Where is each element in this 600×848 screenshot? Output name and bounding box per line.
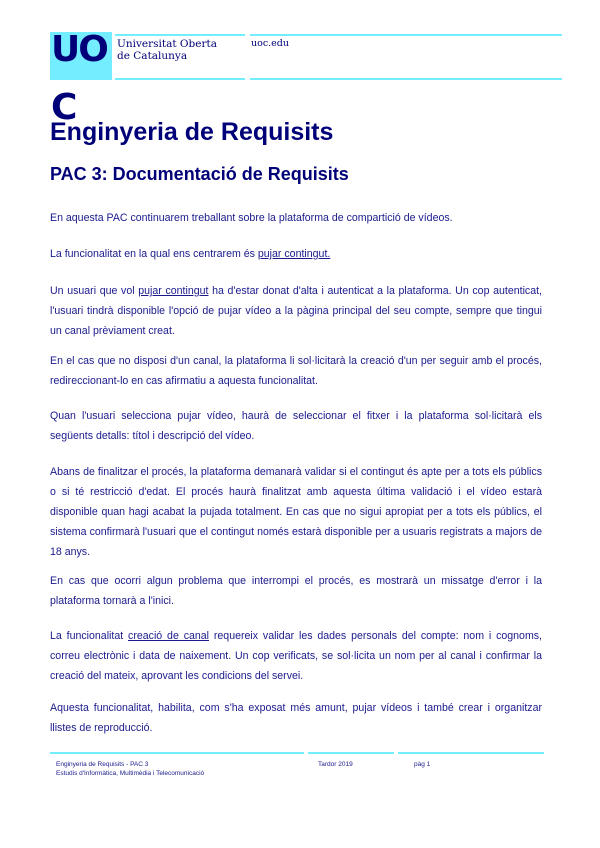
footer-page-number: pàg 1	[414, 761, 431, 768]
university-name	[117, 38, 217, 62]
paragraph-text: Un usuari que vol	[50, 285, 139, 297]
university-url[interactable]: uoc.edu	[251, 38, 289, 49]
paragraph-select-video: Quan l'usuari selecciona pujar vídeo, haurà de seleccionar el fitxer i la plataforma sol·licitarà els següents detalls: títol i descripció del vídeo.	[50, 410, 542, 442]
paragraph-focus	[50, 244, 542, 264]
uoc-logo-mark	[51, 26, 112, 128]
document-subtitle: PAC 3: Documentació de Requisits	[50, 164, 349, 184]
paragraph-validation: Abans de finalitzar el procés, la plataforma demanarà validar si el contingut és apte per a tots els públics o si té restricció d'edat. El procés haurà finalitzat amb aquesta última validació i el vídeo estarà disponible quan hagi acabat la pujada totalment. En cas que no sigui apropiat per a tots els públics, el sistema confirmarà l'usuari que el contingut només estarà disponible per a usuaris registrats a majors de 18 anys.	[50, 466, 542, 558]
paragraph-text: La funcionalitat	[50, 630, 129, 642]
footer-department: Estudis d'Informàtica, Multimèdia i Telecomunicació	[56, 770, 205, 777]
paragraph-no-channel: En el cas que no disposi d'un canal, la plataforma li sol·licitarà la creació d'un per seguir amb el procés, redireccionant-lo en cas afirmatiu a aquesta funcionalitat.	[50, 355, 542, 387]
header-rule-bottom-right	[250, 78, 562, 80]
footer-rule-left	[50, 752, 304, 754]
paragraph-error: En cas que ocorri algun problema que interrompi el procés, es mostrarà un missatge d'error i la plataforma tornarà a l'inici.	[50, 575, 542, 607]
university-name-line2: de Catalunya	[117, 50, 188, 62]
paragraph-user-upload	[50, 281, 542, 341]
university-name-line1: Universitat Oberta	[117, 38, 217, 50]
footer-rule-middle	[308, 752, 394, 754]
header-rule-top-right	[250, 34, 562, 36]
header-rule-top-left	[115, 34, 245, 36]
paragraph-summary: Aquesta funcionalitat, habilita, com s'ha exposat més amunt, pujar vídeos i també crear i organitzar llistes de reproducció.	[50, 702, 542, 734]
document-title: Enginyeria de Requisits	[50, 118, 334, 146]
link-pujar-contingut-inline[interactable]: pujar contingut	[138, 285, 209, 297]
footer-course-info	[56, 760, 204, 778]
paragraph-text: requereix validar les dades personals del compte: nom i cognoms, correu electrònic i data de naixement. Un cop verificats, se sol·licita un nom per al canal i confirmar la creació del mateix, aprovant les condicions del servei.	[50, 630, 543, 682]
footer-course-title: Enginyeria de Requisits - PAC 3	[56, 761, 149, 768]
paragraph-channel-creation	[50, 626, 542, 686]
uoc-logo	[50, 29, 112, 128]
logo-letter-c: C	[51, 87, 76, 128]
link-creacio-de-canal[interactable]: creació de canal	[128, 630, 210, 642]
footer-rule-right	[398, 752, 544, 754]
footer-semester: Tardor 2019	[318, 761, 353, 768]
logo-letters-uo: UO	[51, 29, 107, 70]
paragraph-intro: En aquesta PAC continuarem treballant sobre la plataforma de compartició de vídeos.	[50, 212, 453, 224]
link-pujar-contingut[interactable]: pujar contingut.	[257, 248, 331, 260]
paragraph-text: ha d'estar donat d'alta i autenticat a la plataforma. Un cop autenticat, l'usuari tindrà disponible l'opció de pujar vídeo a la pàgina principal del seu compte, sempre que tingui un canal prèviament creat.	[50, 285, 542, 337]
header-rule-bottom-left	[115, 78, 245, 80]
paragraph-text: La funcionalitat en la qual ens centrarem és	[50, 248, 258, 260]
